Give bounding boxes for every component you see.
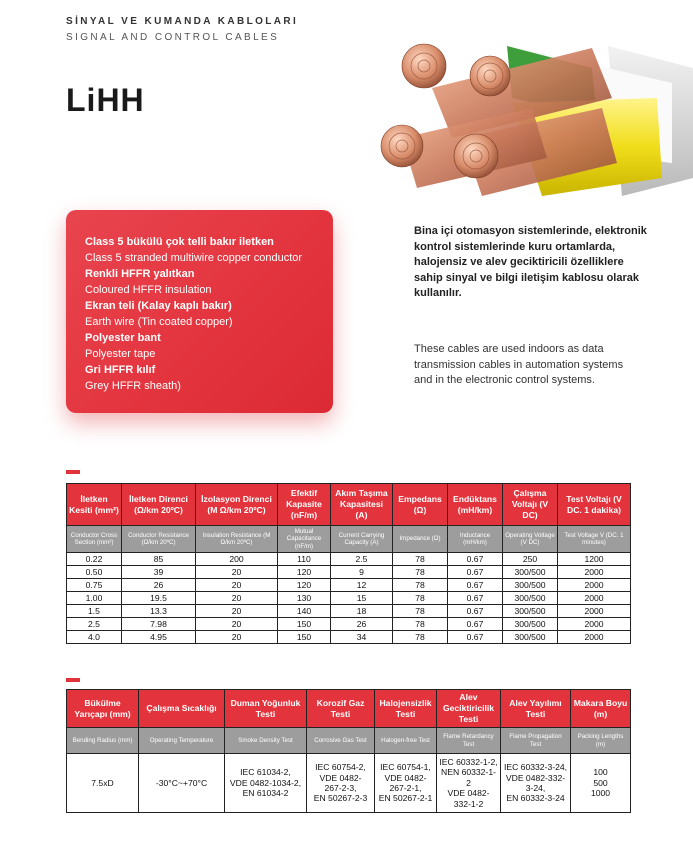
column-subheader: Mutual Capacitance (nF/m) (278, 526, 331, 553)
table-cell: 12 (331, 579, 393, 592)
table-subheader-row (67, 728, 631, 754)
table-cell: 300/500 (503, 579, 558, 592)
table-cell (307, 754, 375, 813)
table-cell: 0.67 (448, 553, 503, 566)
table-cell: 85 (122, 553, 196, 566)
column-header: Alev Yayılımı Testi (501, 690, 571, 728)
column-header: Empedans (Ω) (393, 484, 448, 526)
table-cell: 20 (196, 579, 278, 592)
table-cell: 15 (331, 592, 393, 605)
cell-line: 3-24, (525, 783, 546, 793)
table-cell: 0.67 (448, 618, 503, 631)
table-subheader-row (67, 526, 631, 553)
column-subheader: Packing Lengths (m) (571, 728, 631, 754)
table-cell: 0.67 (448, 592, 503, 605)
construction-item: Coloured HFFR insulation (85, 284, 212, 296)
table-cell: 20 (196, 605, 278, 618)
table-cell: 2000 (558, 566, 631, 579)
column-subheader: Insulation Resistance (M Ω/km 20ºC) (196, 526, 278, 553)
column-subheader: Halogen-free Test (375, 728, 437, 754)
construction-item: Class 5 bükülü çok telli bakır iletken (85, 236, 274, 248)
table-cell: 1.00 (67, 592, 122, 605)
electrical-properties-table (66, 483, 631, 644)
column-subheader: Operating Voltage (V DC) (503, 526, 558, 553)
table-cell: 19.5 (122, 592, 196, 605)
table-cell: 0.75 (67, 579, 122, 592)
table-cell: 20 (196, 618, 278, 631)
table-cell: 120 (278, 566, 331, 579)
table-cell: 2.5 (331, 553, 393, 566)
column-subheader: Flame Propagation Test (501, 728, 571, 754)
table-cell: 2.5 (67, 618, 122, 631)
construction-card (66, 210, 333, 413)
construction-item: Renkli HFFR yalıtkan (85, 268, 195, 280)
table-cell: 0.50 (67, 566, 122, 579)
table-cell: 1.5 (67, 605, 122, 618)
column-header: Çalışma Sıcaklığı (139, 690, 225, 728)
column-header: İletken Direnci (Ω/km 20ºC) (122, 484, 196, 526)
column-subheader: Operating Temperature (139, 728, 225, 754)
table-cell: 300/500 (503, 566, 558, 579)
table-header-row (67, 690, 631, 728)
cell-line: EN 50267-2-3 (313, 793, 368, 804)
table-cell: 39 (122, 566, 196, 579)
table-cell: 13.3 (122, 605, 196, 618)
table-row (67, 631, 631, 644)
cell-line: NEN 60332-1-2 (441, 767, 496, 788)
column-header: Efektif Kapasite (nF/m) (278, 484, 331, 526)
cell-line: 332-1-2 (453, 798, 484, 809)
table-row (67, 618, 631, 631)
column-subheader: Bending Radius (mm) (67, 728, 139, 754)
column-header: Çalışma Voltajı (V DC) (503, 484, 558, 526)
table-cell: 0.67 (448, 631, 503, 644)
table-row (67, 566, 631, 579)
table-row (67, 592, 631, 605)
table-cell: 0.67 (448, 579, 503, 592)
cell-line: EN 50267-2-1 (378, 793, 433, 804)
cell-line: VDE 0482- (384, 772, 427, 783)
cell-line: IEC 60332-1-2, (439, 756, 498, 767)
cell-line: 1000 (590, 788, 611, 799)
cell-line: IEC 60754-1, (380, 762, 431, 773)
cell-line: EN 60332-3-24 (506, 793, 565, 804)
table-cell: 150 (278, 631, 331, 644)
construction-item: Polyester bant (85, 332, 161, 344)
column-subheader: Flame Retardancy Test (437, 728, 501, 754)
table-cell: 78 (393, 618, 448, 631)
table-cell: 18 (331, 605, 393, 618)
cell-line: 267-2-3, (324, 783, 357, 793)
table-row (67, 605, 631, 618)
column-header: Halojensizlik Testi (375, 690, 437, 728)
table-cell: 9 (331, 566, 393, 579)
table-cell: 78 (393, 566, 448, 579)
table-row (67, 579, 631, 592)
table-cell: 300/500 (503, 592, 558, 605)
category-title-en: SIGNAL AND CONTROL CABLES (66, 32, 280, 43)
column-subheader: Conductor Resistance (Ω/km 20ºC) (122, 526, 196, 553)
table-cell (375, 754, 437, 813)
cell-line: 267-2-1, (389, 783, 422, 793)
column-subheader: Corrosive Gas Test (307, 728, 375, 754)
table-cell: 78 (393, 592, 448, 605)
construction-list (85, 234, 333, 394)
table-cell: 300/500 (503, 605, 558, 618)
table-cell (67, 754, 139, 813)
description-en: These cables are used indoors as data transmission cables in automation systems and in the electronic control systems. (414, 343, 624, 387)
column-subheader: Current Carrying Capacity (A) (331, 526, 393, 553)
section-marker (66, 678, 80, 682)
table-header-row (67, 484, 631, 526)
column-header: Duman Yoğunluk Testi (225, 690, 307, 728)
table-cell: 20 (196, 566, 278, 579)
table-cell: 34 (331, 631, 393, 644)
table-cell (139, 754, 225, 813)
table-cell: 1200 (558, 553, 631, 566)
section-marker (66, 470, 80, 474)
column-header: Akım Taşıma Kapasitesi (A) (331, 484, 393, 526)
table-cell (571, 754, 631, 813)
column-header: İzolasyon Direnci (M Ω/km 20ºC) (196, 484, 278, 526)
table-cell: 2000 (558, 605, 631, 618)
table-cell: 300/500 (503, 618, 558, 631)
cell-line: 7.5xD (91, 777, 114, 788)
cell-line: IEC 60754-2, (315, 762, 366, 773)
table-cell: 78 (393, 631, 448, 644)
cell-line: IEC 61034-2, (240, 767, 291, 778)
table-cell: 250 (503, 553, 558, 566)
column-subheader: Inductance (mH/km) (448, 526, 503, 553)
cell-line: VDE 0482-332- (505, 772, 566, 783)
table-cell: 78 (393, 579, 448, 592)
table-row (67, 754, 631, 813)
description-tr: Bina içi otomasyon sistemlerinde, elektronik kontrol sistemlerinde kuru ortamlarda, halojensiz ve alev geciktiricili özelliklere sahip sinyal ve bilgi iletişim kablosu olarak kullanılır. (414, 225, 647, 300)
column-header: Test Voltajı (V DC. 1 dakika) (558, 484, 631, 526)
table-cell: 20 (196, 592, 278, 605)
column-header: Korozif Gaz Testi (307, 690, 375, 728)
column-header: Bükülme Yarıçapı (mm) (67, 690, 139, 728)
table-cell: 78 (393, 605, 448, 618)
column-header: Makara Boyu (m) (571, 690, 631, 728)
table-cell: 2000 (558, 631, 631, 644)
table-cell: 300/500 (503, 631, 558, 644)
table-cell: 78 (393, 553, 448, 566)
cell-line: EN 61034-2 (242, 788, 289, 799)
column-subheader: Smoke Density Test (225, 728, 307, 754)
test-standards-table (66, 689, 631, 813)
cell-line: VDE 0482-1034-2, (229, 777, 302, 788)
table-cell: 26 (122, 579, 196, 592)
table-cell: 150 (278, 618, 331, 631)
column-header: Alev Geciktiricilik Testi (437, 690, 501, 728)
table-cell: 0.67 (448, 566, 503, 579)
table-cell: 110 (278, 553, 331, 566)
table-cell: 0.67 (448, 605, 503, 618)
table-cell: 2000 (558, 579, 631, 592)
cell-line: VDE 0482- (447, 788, 490, 799)
cell-line: 500 (593, 777, 608, 788)
table-cell (501, 754, 571, 813)
column-subheader: Impedance (Ω) (393, 526, 448, 553)
table-row (67, 553, 631, 566)
column-header: İletken Kesiti (mm²) (67, 484, 122, 526)
table-cell: 0.22 (67, 553, 122, 566)
cell-line: -30°C~+70°C (155, 777, 208, 788)
construction-item: Gri HFFR kılıf (85, 364, 156, 376)
cable-cross-section-image (372, 28, 693, 196)
column-subheader: Conductor Cross Section (mm²) (67, 526, 122, 553)
table-cell: 120 (278, 579, 331, 592)
construction-item: Polyester tape (85, 348, 156, 360)
column-header: Endüktans (mH/km) (448, 484, 503, 526)
table-cell: 2000 (558, 618, 631, 631)
table-cell: 140 (278, 605, 331, 618)
construction-item: Ekran teli (Kalay kaplı bakır) (85, 300, 232, 312)
table-cell: 2000 (558, 592, 631, 605)
category-title-tr: SİNYAL VE KUMANDA KABLOLARI (66, 16, 299, 27)
table-cell: 4.0 (67, 631, 122, 644)
table-cell: 200 (196, 553, 278, 566)
cell-line: VDE 0482- (319, 772, 362, 783)
column-subheader: Test Voltage V (DC. 1 minutes) (558, 526, 631, 553)
table-cell: 4.95 (122, 631, 196, 644)
table-cell: 20 (196, 631, 278, 644)
construction-item: Earth wire (Tin coated copper) (85, 316, 233, 328)
cell-line: IEC 60332-3-24, (503, 762, 568, 773)
table-cell: 7.98 (122, 618, 196, 631)
table-cell (437, 754, 501, 813)
construction-item: Class 5 stranded multiwire copper conductor (85, 252, 303, 264)
product-title: LiHH (66, 82, 145, 118)
construction-item: Grey HFFR sheath) (85, 380, 181, 392)
cell-line: 100 (593, 767, 608, 778)
table-cell: 26 (331, 618, 393, 631)
table-cell (225, 754, 307, 813)
table-cell: 130 (278, 592, 331, 605)
